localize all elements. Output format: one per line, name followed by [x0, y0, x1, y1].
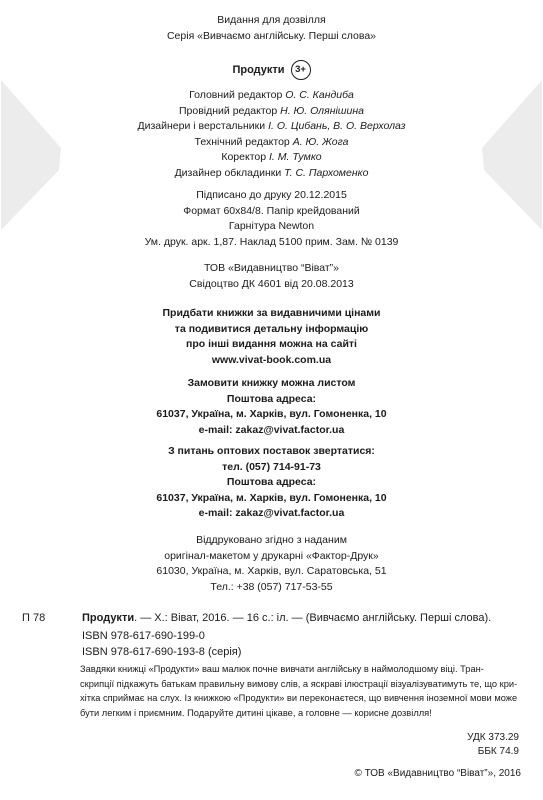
- header-line-2: Серія «Вивчаємо англійську. Перші слова»: [166, 29, 377, 42]
- order-info-line: Поштова адреса:: [226, 392, 317, 405]
- wholesale-info-line: З питань оптових поставок звертатися:: [168, 445, 375, 457]
- header-line-1: Видання для дозвілля: [217, 14, 326, 26]
- print-info-line: Ум. друк. арк. 1,87. Наклад 5100 прим. Зам. № 0139: [144, 235, 399, 248]
- udk-code: УДК 373.29: [467, 732, 519, 743]
- print-info-line: Підписано до друку 20.12.2015: [196, 189, 347, 201]
- description-line: хітка сприймає на слух. Із книжкою «Продукти» ви переконаєтеся, що вивчення іноземної мови може: [80, 693, 518, 703]
- age-rating-badge: 3+: [291, 60, 311, 80]
- book-title-row: [0, 60, 543, 80]
- biblio-title: Продукти: [82, 612, 135, 624]
- credit-line: Дизайнер обкладинки Т. С. Пархоменко: [174, 166, 369, 179]
- description-line: скрипції підкажуть батькам правильну вимову слів, а яскраві ілюстрації візуалізуватимуть те, що кри-: [80, 678, 518, 689]
- series-header: [0, 13, 543, 44]
- print-info-block: [0, 188, 543, 250]
- credit-line: Провідний редактор Н. Ю. Олянішина: [179, 104, 364, 117]
- credits-block: [0, 88, 543, 181]
- bibliographic-record: [82, 610, 491, 626]
- print-info-line: Формат 60x84/8. Папір крейдований: [183, 204, 360, 217]
- printer-info-line: Тел.: +38 (057) 717-53-55: [210, 580, 333, 593]
- printer-info-line: оригінал-макетом у друкарні «Фактор-Друк»: [164, 549, 379, 562]
- description-line: Завдяки книжці «Продукти» ваш малюк почне вивчати англійську в наймолодшому віці. Тран-: [80, 664, 484, 674]
- wholesale-phone: тел. (057) 714-91-73: [222, 460, 321, 473]
- book-title: Продукти: [232, 63, 285, 76]
- publisher-block: [0, 261, 543, 292]
- print-info-line: Гарнітура Newton: [228, 220, 315, 232]
- wholesale-info-line: Поштова адреса:: [226, 476, 317, 488]
- printer-info-block: [0, 533, 543, 595]
- bbk-code: ББК 74.9: [477, 746, 519, 757]
- publisher-certificate: Свідоцтво ДК 4601 від 20.08.2013: [189, 277, 354, 290]
- wholesale-info-block: [0, 444, 543, 522]
- book-description: [80, 662, 522, 720]
- order-address: 61037, Україна, м. Харків, вул. Гомоненка, 10: [156, 408, 387, 420]
- printer-info-line: 61030, Україна, м. Харків, вул. Саратовська, 51: [156, 565, 387, 577]
- isbn-series-line: ISBN 978-617-690-193-8 (серія): [82, 646, 242, 658]
- buy-info-block: [0, 306, 543, 368]
- buy-info-line: та подивитися детальну інформацію: [174, 322, 369, 335]
- copyright-notice: © ТОВ «Видавництво “Віват”», 2016: [354, 768, 521, 779]
- publisher-name: ТОВ «Видавництво “Віват”»: [203, 262, 340, 274]
- website-link[interactable]: www.vivat-book.com.ua: [211, 353, 332, 366]
- credit-line: Головний редактор О. С. Кандиба: [189, 89, 354, 101]
- credit-line: Коректор І. М. Тумко: [221, 151, 322, 163]
- credit-line: Дизайнери і верстальники І. О. Цибань, В. О. Верхолаз: [137, 120, 406, 132]
- order-email-link[interactable]: e-mail: zakaz@vivat.factor.ua: [198, 423, 345, 436]
- isbn-line: ISBN 978-617-690-199-0: [82, 630, 205, 642]
- credit-line: Технічний редактор А. Ю. Жога: [194, 135, 349, 148]
- buy-info-line: Придбати книжки за видавничими цінами: [162, 307, 381, 319]
- description-line: бути легким і приємним. Подаруйте дитині цікаве, а головне — корисне дозвілля!: [80, 707, 432, 718]
- classification-code: П 78: [22, 612, 46, 624]
- biblio-details: . — Х.: Віват, 2016. — 16 с.: іл. — (Вивчаємо англійську. Перші слова).: [134, 612, 492, 624]
- order-info-block: [0, 376, 543, 438]
- buy-info-line: про інші видання можна на сайті: [186, 338, 357, 350]
- printer-info-line: Віддруковано згідно з наданим: [196, 534, 347, 546]
- order-info-line: Замовити книжку можна листом: [187, 377, 356, 389]
- wholesale-address: 61037, Україна, м. Харків, вул. Гомоненка, 10: [156, 491, 387, 504]
- wholesale-email-link[interactable]: e-mail: zakaz@vivat.factor.ua: [198, 507, 345, 519]
